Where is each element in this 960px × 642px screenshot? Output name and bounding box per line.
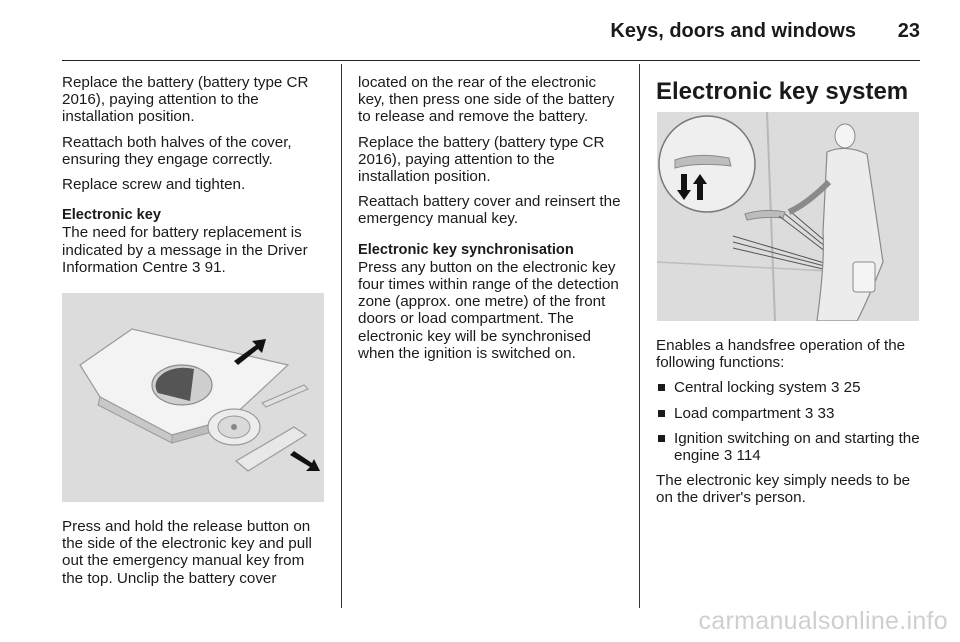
column-1 [62, 74, 327, 284]
paragraph [62, 224, 327, 276]
paragraph: Reattach both halves of the cover, ensuring they engage correctly. [62, 133, 292, 168]
page-number: 23 [897, 20, 920, 42]
key-battery-illustration [62, 293, 324, 502]
paragraph: Press and hold the release button on the side of the electronic key and pull out the emergency manual key from the top. Unclip the battery cover [62, 518, 312, 587]
subheading: Electronic key [62, 207, 161, 224]
feature-list [656, 379, 924, 464]
page-reference: 3 33 [804, 404, 835, 422]
column-divider [341, 64, 342, 608]
page-reference: 3 114 [723, 447, 761, 465]
list-item [656, 379, 924, 396]
watermark: carmanualsonline.info [698, 607, 948, 635]
key-battery-diagram [62, 293, 324, 502]
header-title: Keys, doors and windows [610, 20, 856, 42]
column-3 [656, 337, 924, 515]
paragraph: Enables a handsfree operation of the following functions: [656, 337, 906, 372]
paragraph: Replace the battery (battery type CR 2016), paying attention to the installation position. [358, 133, 605, 186]
paragraph: Press any button on the electronic key four times within range of the detection zone (approx. one metre) of the front doors or load compartment. The electronic key will be synchronised when the ignition is switched on. [358, 258, 619, 362]
section-title: Electronic key system [656, 78, 909, 105]
column-divider [639, 64, 640, 608]
handsfree-illustration [657, 112, 919, 321]
list-item-text: Central locking system [674, 379, 831, 397]
list-item [656, 430, 924, 464]
page-reference: 3 25 [831, 379, 861, 397]
list-item [656, 405, 924, 422]
paragraph: Replace the battery (battery type CR 2016), paying attention to the installation position. [62, 74, 309, 126]
paragraph: The electronic key simply needs to be on the driver's person. [656, 472, 911, 507]
column-1-continued [62, 518, 327, 587]
column-2 [358, 74, 626, 370]
page-header [62, 0, 920, 61]
paragraph-text: The need for battery replacement is indicated by a message in the Driver Information Centre [62, 224, 308, 276]
paragraph: located on the rear of the electronic key, then press one side of the battery to release and remove the battery. [358, 74, 615, 126]
subheading: Electronic key synchronisation [358, 241, 574, 258]
list-item-text: Load compartment [674, 404, 805, 422]
list-item-text: Ignition switching on and starting the engine [674, 429, 920, 465]
handsfree-diagram [657, 112, 919, 321]
paragraph: Replace screw and tighten. [62, 176, 246, 194]
paragraph: Reattach battery cover and reinsert the emergency manual key. [358, 193, 621, 228]
page-reference: 3 91. [192, 258, 226, 276]
